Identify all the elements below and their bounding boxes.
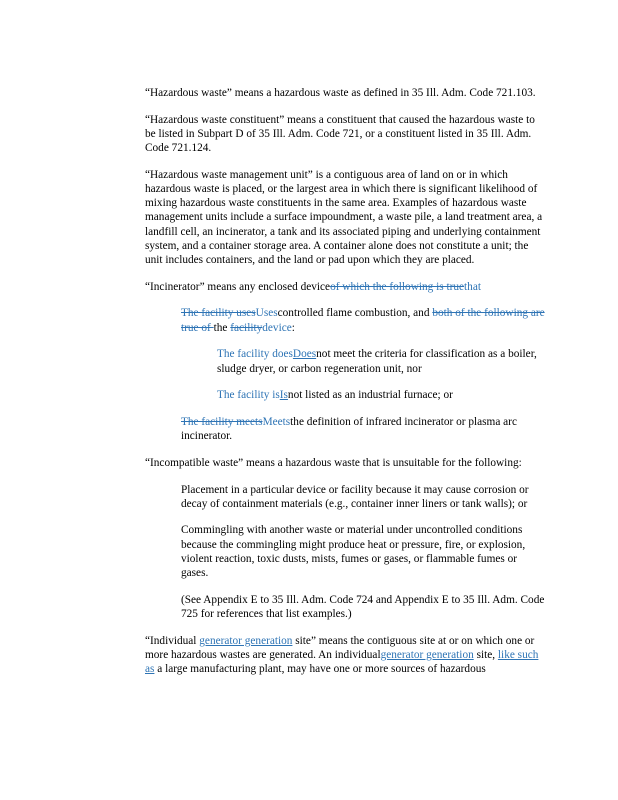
inserted-text: Uses	[255, 307, 278, 320]
paragraph-industrial-furnace	[217, 388, 545, 402]
paragraph-flame-combustion	[181, 306, 545, 334]
inserted-text: The facility does	[217, 348, 293, 361]
deleted-text: of which the following is true	[330, 280, 465, 293]
text: :	[291, 321, 295, 334]
paragraph-hazardous-waste-management-unit: “Hazardous waste management unit” is a contiguous area of land on or in which hazardous waste is placed, or the largest area in which there is significant likelihood of mixing hazardous waste constituents in the same area. Examples of hazardous waste management units include a surface impoundment, a waste pile, a land treatment area, a landfill cell, an incinerator, a tank and its associated piping and underlying containment system, and a container storage area. A container alone does not constitute a unit; the unit includes containers, and the land or pad upon which they are placed.	[145, 168, 543, 267]
text: site,	[473, 648, 498, 661]
text: a large manufacturing plant, may have one or more sources of hazardous	[154, 663, 486, 676]
inserted-text: Is	[279, 389, 288, 402]
inserted-text: generator generation	[380, 648, 474, 661]
text: “Individual	[145, 634, 200, 647]
paragraph-appendix-reference: (See Appendix E to 35 Ill. Adm. Code 724 and Appendix E to 35 Ill. Adm. Code 725 for references that list examples.)	[181, 593, 545, 620]
inserted-text: like such as	[145, 648, 539, 676]
text: not listed as an industrial furnace; or	[287, 389, 453, 402]
inserted-text: device	[262, 321, 292, 334]
text: the	[213, 321, 231, 334]
paragraph-criteria	[217, 347, 545, 375]
inserted-text: Does	[292, 348, 317, 361]
text: “Incinerator” means any enclosed device	[145, 280, 331, 293]
deleted-text: The facility uses	[181, 307, 256, 320]
inserted-text: generator generation	[199, 634, 293, 647]
text: site” means the contiguous site at or on which one or more hazardous wastes are generated. An individual	[145, 634, 535, 661]
paragraph-hazardous-waste-constituent: “Hazardous waste constituent” means a constituent that caused the hazardous waste to be listed in Subpart D of 35 Ill. Adm. Code 721, or a constituent listed in 35 Ill. Adm. Code 721.124.	[145, 113, 535, 155]
inserted-text: that	[464, 280, 481, 293]
text: the definition of infrared incinerator or plasma arc incinerator.	[181, 415, 517, 443]
paragraph-individual-generation-site	[145, 634, 545, 677]
paragraph-commingling: Commingling with another waste or material under uncontrolled conditions because the commingling might produce heat or pressure, fire, or explosion, violent reaction, toxic dusts, mists, fumes or gases, or flammable fumes or gases.	[181, 524, 526, 580]
paragraph-incompatible-waste: “Incompatible waste” means a hazardous waste that is unsuitable for the following:	[145, 456, 522, 469]
text: controlled flame combustion, and	[277, 307, 433, 320]
text: not meet the criteria for classification as a boiler, sludge dryer, or carbon regeneration unit, nor	[217, 348, 537, 375]
deleted-text: The facility meets	[181, 415, 263, 428]
inserted-text: The facility is	[217, 389, 280, 402]
paragraph-incinerator	[145, 280, 545, 294]
paragraph-hazardous-waste: “Hazardous waste” means a hazardous waste as defined in 35 Ill. Adm. Code 721.103.	[145, 87, 536, 99]
deleted-text: both of the following are true of	[181, 307, 545, 334]
document-body	[145, 86, 545, 689]
deleted-text: facility	[230, 321, 263, 334]
paragraph-placement: Placement in a particular device or facility because it may cause corrosion or decay of containment materials (e.g., container inner liners or tank walls); or	[181, 483, 529, 510]
paragraph-infrared-incinerator	[181, 415, 545, 443]
inserted-text: Meets	[262, 415, 291, 428]
